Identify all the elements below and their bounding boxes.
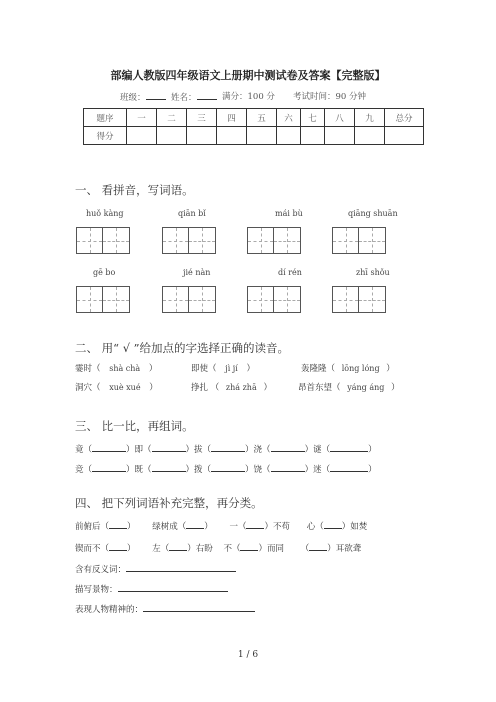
- writing-cell[interactable]: [162, 286, 189, 313]
- idiom-row: 锲而不（ ） 左（ ）右盼 不（ ）而同 （ ）耳欲聋: [75, 544, 362, 554]
- writing-grid: [162, 227, 216, 254]
- page-title: 部编人教版四年级语文上册期中测试卷及答案【完整版】: [110, 69, 386, 82]
- classify-spirit: 表现人物精神的：: [75, 603, 255, 615]
- score-cell[interactable]: [127, 127, 157, 145]
- answer-blank[interactable]: [109, 520, 127, 529]
- score-header-cell: 九: [355, 109, 385, 127]
- writing-cell[interactable]: [332, 286, 359, 313]
- page-number: 1 / 6: [237, 650, 259, 660]
- pinyin-label: dí rén: [278, 268, 302, 277]
- answer-blank[interactable]: [324, 520, 342, 529]
- score-cell[interactable]: [385, 127, 424, 145]
- score-table-header-row: [84, 109, 424, 127]
- section4-heading: 四、 把下列词语补充完整，再分类。: [75, 496, 263, 510]
- answer-blank[interactable]: [271, 463, 305, 472]
- reading-item: 即使（ jì jí ）: [191, 364, 256, 374]
- writing-cell[interactable]: [247, 227, 274, 254]
- reading-options[interactable]: yáng áng: [347, 383, 385, 392]
- reading-item: 霎时（ shà chà ）: [75, 364, 158, 374]
- writing-grid: [76, 227, 130, 254]
- answer-blank[interactable]: [309, 542, 327, 551]
- class-field: 班级：: [120, 90, 166, 103]
- answer-blank[interactable]: [211, 463, 245, 472]
- reading-item: 洞穴（ xuè xué ）: [75, 383, 158, 393]
- score-row-label: 得分: [84, 127, 127, 145]
- full-score: 满分：100 分: [222, 92, 275, 102]
- reading-options[interactable]: shà chà: [109, 364, 141, 373]
- answer-blank[interactable]: [271, 443, 305, 452]
- score-cell[interactable]: [247, 127, 277, 145]
- score-cell[interactable]: [187, 127, 217, 145]
- writing-cell[interactable]: [359, 227, 386, 254]
- writing-cell[interactable]: [359, 286, 386, 313]
- pinyin-label: mái bù: [275, 209, 303, 218]
- exam-time: 考试时间：90 分钟: [293, 92, 367, 102]
- writing-grid: [247, 286, 301, 313]
- classify-antonym: 含有反义词：: [75, 563, 236, 575]
- writing-grid: [76, 286, 130, 313]
- writing-cell[interactable]: [189, 286, 216, 313]
- score-cell[interactable]: [355, 127, 385, 145]
- writing-cell[interactable]: [189, 227, 216, 254]
- score-header-cell: 二: [157, 109, 187, 127]
- writing-cell[interactable]: [76, 227, 103, 254]
- reading-item: 昂首东望（ yáng áng ）: [298, 383, 400, 393]
- writing-cell[interactable]: [332, 227, 359, 254]
- writing-grid: [247, 227, 301, 254]
- answer-blank[interactable]: [169, 542, 187, 551]
- idiom-row: 前俯后（ ） 绿树成（ ） 一（ ）不苟 心（ ）如焚: [75, 522, 368, 532]
- pinyin-label: zhī shǒu: [356, 268, 390, 277]
- score-header-cell: 一: [127, 109, 157, 127]
- reading-options[interactable]: xuè xué: [109, 383, 141, 392]
- writing-grid: [332, 227, 386, 254]
- reading-options[interactable]: jì jí: [225, 364, 238, 373]
- writing-grid: [162, 286, 216, 313]
- score-header-cell: 题序: [84, 109, 127, 127]
- score-table: [83, 108, 424, 145]
- writing-cell[interactable]: [162, 227, 189, 254]
- answer-blank[interactable]: [330, 443, 368, 452]
- score-header-cell: 三: [187, 109, 217, 127]
- pinyin-label: huǒ kàng: [86, 209, 124, 218]
- compare-row: 竟（ ）即（ ）拔（ ）浇（ ）谜（ ）: [75, 445, 377, 455]
- pinyin-label: jié nàn: [183, 268, 211, 277]
- answer-blank[interactable]: [118, 583, 228, 592]
- writing-cell[interactable]: [274, 286, 301, 313]
- answer-blank[interactable]: [240, 542, 258, 551]
- section3-heading: 三、 比一比，再组词。: [75, 419, 194, 433]
- answer-blank[interactable]: [330, 463, 368, 472]
- writing-cell[interactable]: [247, 286, 274, 313]
- name-blank[interactable]: [197, 90, 217, 100]
- answer-blank[interactable]: [152, 463, 186, 472]
- pinyin-label: qiāng shuān: [348, 209, 398, 218]
- section1-heading: 一、 看拼音，写词语。: [75, 183, 194, 197]
- answer-blank[interactable]: [143, 603, 255, 612]
- score-header-cell: 六: [277, 109, 301, 127]
- score-header-cell: 四: [217, 109, 247, 127]
- name-field: 姓名：: [171, 90, 217, 103]
- section2-heading: 二、 用“ √ ”给加点的字选择正确的读音。: [75, 341, 290, 355]
- score-cell[interactable]: [277, 127, 301, 145]
- class-blank[interactable]: [146, 90, 166, 100]
- pinyin-label: qiān bǐ: [178, 209, 206, 218]
- answer-blank[interactable]: [126, 563, 236, 572]
- answer-blank[interactable]: [92, 463, 126, 472]
- answer-blank[interactable]: [246, 520, 264, 529]
- score-header-cell: 总分: [385, 109, 424, 127]
- reading-options[interactable]: zhá zhā: [225, 383, 257, 392]
- writing-cell[interactable]: [103, 227, 130, 254]
- reading-options[interactable]: lōng lóng: [341, 364, 380, 373]
- score-cell[interactable]: [157, 127, 187, 145]
- answer-blank[interactable]: [211, 443, 245, 452]
- answer-blank[interactable]: [92, 443, 126, 452]
- writing-cell[interactable]: [274, 227, 301, 254]
- pinyin-label: gē bo: [93, 268, 116, 277]
- answer-blank[interactable]: [109, 542, 127, 551]
- answer-blank[interactable]: [186, 520, 204, 529]
- writing-grid: [332, 286, 386, 313]
- reading-item: 挣扎 （ zhá zhā ）: [191, 383, 272, 393]
- compare-row: 竞（ ）既（ ）拨（ ）饶（ ）迷（ ）: [75, 465, 377, 475]
- score-cell[interactable]: [301, 127, 325, 145]
- writing-cell[interactable]: [103, 286, 130, 313]
- score-cell[interactable]: [217, 127, 247, 145]
- score-header-cell: 七: [301, 109, 325, 127]
- score-table-score-row: [84, 127, 424, 145]
- reading-item: 轰隆隆（ lōng lóng ）: [301, 364, 395, 374]
- answer-blank[interactable]: [152, 443, 186, 452]
- score-header-cell: 八: [325, 109, 355, 127]
- score-cell[interactable]: [325, 127, 355, 145]
- score-header-cell: 五: [247, 109, 277, 127]
- classify-scenery: 描写景物：: [75, 583, 228, 595]
- writing-cell[interactable]: [76, 286, 103, 313]
